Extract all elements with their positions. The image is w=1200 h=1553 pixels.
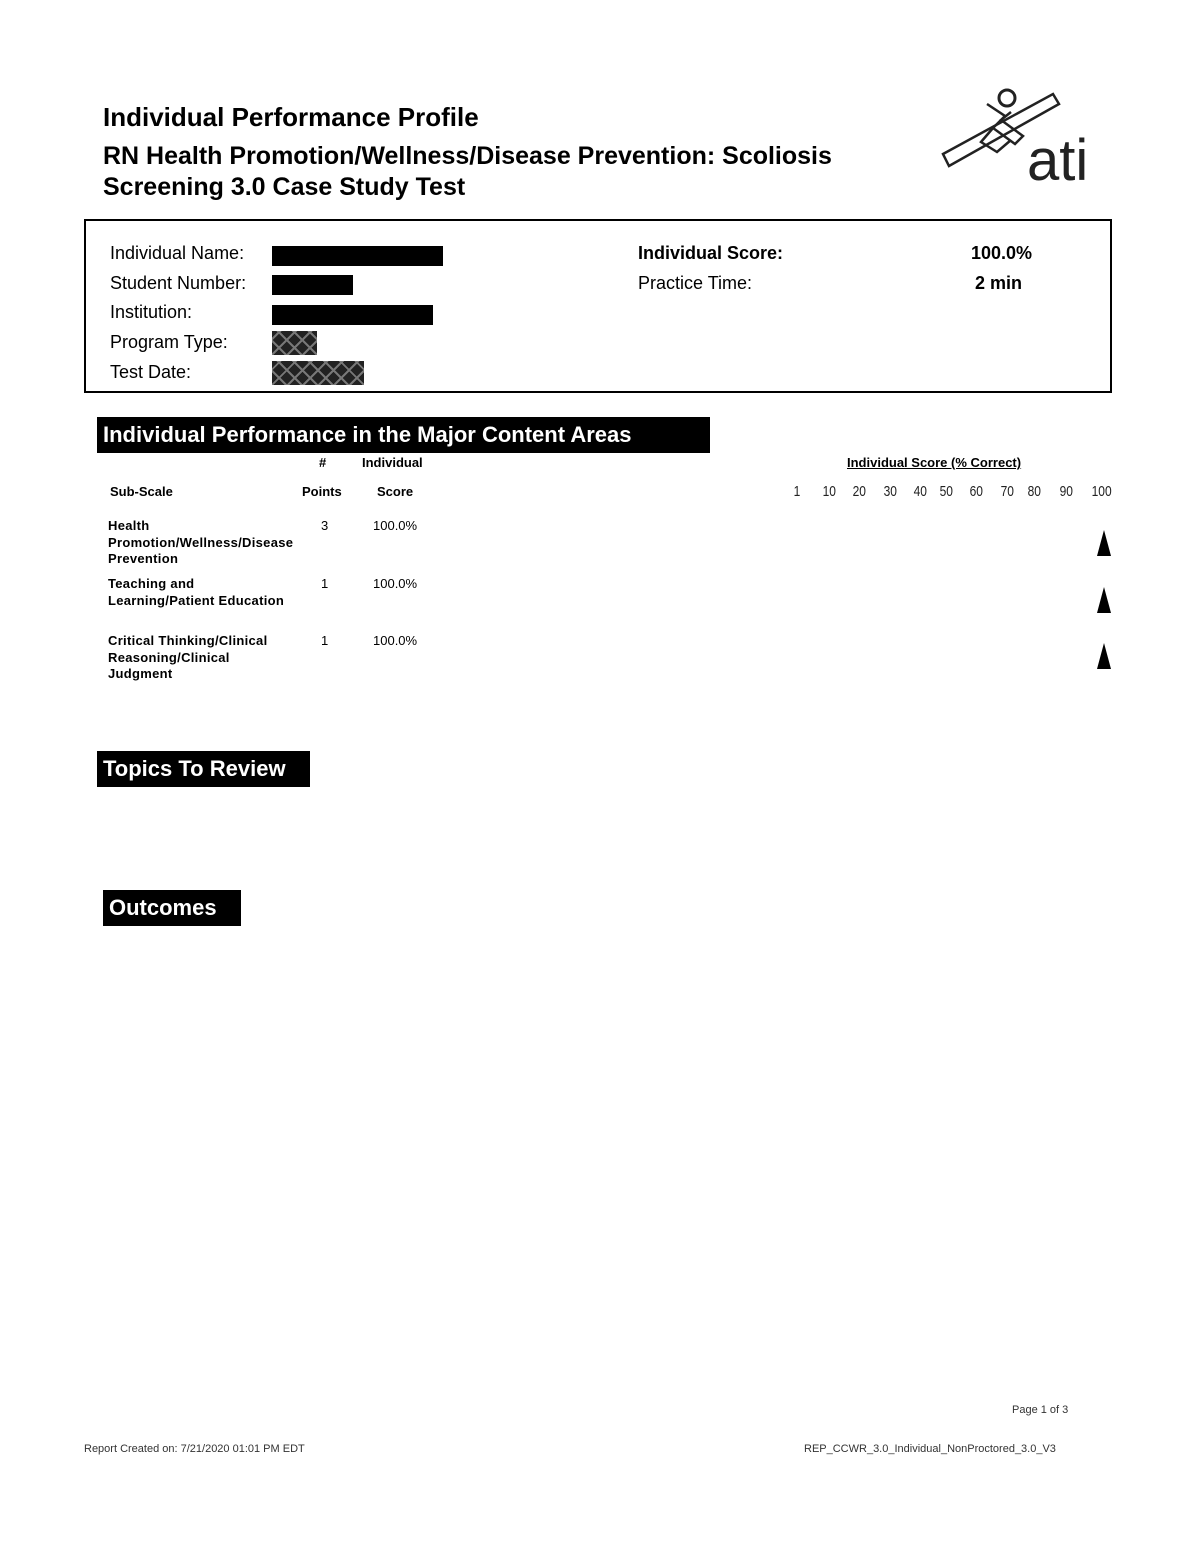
redacted-institution [272, 305, 433, 325]
score-marker [1097, 530, 1111, 556]
subscale-name: Teaching and Learning/Patient Education [108, 576, 285, 608]
performance-section-header: Individual Performance in the Major Content Areas [97, 417, 710, 453]
score-marker [1097, 643, 1111, 669]
student-number-label: Student Number: [110, 273, 247, 293]
individual-name-label: Individual Name: [110, 243, 245, 263]
subscale-column-header: Sub-Scale [110, 484, 173, 499]
score-marker [1097, 587, 1111, 613]
ati-logo-icon [935, 84, 1110, 188]
subscale-score: 100.0% [373, 576, 418, 591]
subscale-score: 100.0% [373, 518, 418, 533]
practice-time-label: Practice Time: [638, 273, 753, 293]
report-title: Individual Performance Profile [103, 102, 479, 132]
report-created: Report Created on: 7/21/2020 01:01 PM EDT [84, 1443, 305, 1455]
test-date-label: Test Date: [110, 362, 192, 382]
scale-tick-label: 50 [939, 483, 953, 500]
redacted-name [272, 246, 443, 266]
svg-text:ati: ati [1027, 128, 1089, 188]
redacted-student-number [272, 275, 353, 295]
scale-tick-label: 10 [822, 483, 836, 500]
scale-tick-label: 90 [1059, 483, 1073, 500]
score-column-header: Score [377, 484, 414, 499]
program-type-label: Program Type: [110, 332, 228, 352]
practice-time-value: 2 min [975, 273, 1023, 293]
subscale-points: 1 [321, 576, 329, 591]
scale-tick-label: 20 [852, 483, 866, 500]
ati-logo [935, 84, 1110, 188]
redacted-program-type [272, 331, 317, 355]
subscale-name: Critical Thinking/Clinical Reasoning/Clinical Judgment [108, 633, 268, 681]
subscale-score: 100.0% [373, 633, 418, 648]
scale-tick-label: 1 [793, 483, 801, 500]
scale-tick-label: 60 [969, 483, 983, 500]
scale-tick-label: 30 [883, 483, 897, 500]
points-column-header: Points [302, 484, 342, 499]
subscale-points: 1 [321, 633, 329, 648]
report-id: REP_CCWR_3.0_Individual_NonProctored_3.0_V3 [804, 1443, 1056, 1455]
scale-tick-label: 70 [1000, 483, 1014, 500]
subscale-points: 3 [321, 518, 329, 533]
score-scale-title: Individual Score (% Correct) [847, 455, 1022, 470]
scale-tick-label: 40 [913, 483, 927, 500]
institution-label: Institution: [110, 302, 193, 322]
outcomes-section-header: Outcomes [103, 890, 241, 926]
redacted-test-date [272, 361, 364, 385]
score-column-header-top: Individual [362, 455, 423, 470]
individual-score-label: Individual Score: [638, 243, 784, 263]
page-number: Page 1 of 3 [1012, 1404, 1069, 1416]
topics-section-header: Topics To Review [97, 751, 310, 787]
scale-tick-label: 100 [1091, 483, 1112, 500]
subscale-name: Health Promotion/Wellness/Disease Prevention [108, 518, 294, 566]
test-title: RN Health Promotion/Wellness/Disease Prevention: Scoliosis Screening 3.0 Case Study Test [103, 142, 832, 201]
scale-tick-label: 80 [1027, 483, 1041, 500]
individual-score-value: 100.0% [971, 243, 1033, 263]
points-column-header-top: # [319, 455, 327, 470]
